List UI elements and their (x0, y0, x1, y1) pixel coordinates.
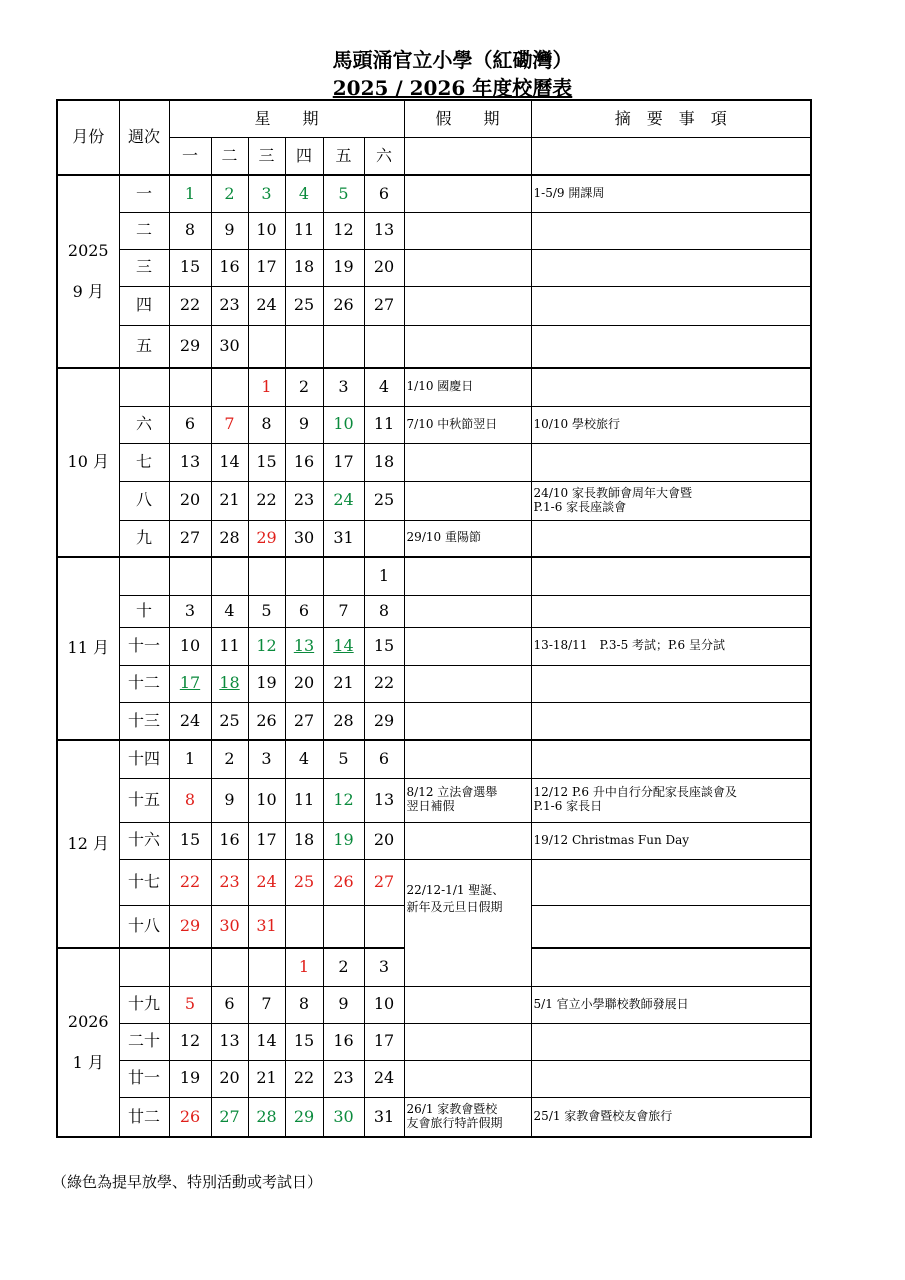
day-cell: 1 (364, 557, 404, 595)
school-calendar-table (56, 99, 812, 1138)
day-cell: 20 (169, 481, 211, 520)
day-cell: 5 (323, 740, 364, 778)
day-cell: 25 (364, 481, 404, 520)
day-cell: 28 (323, 702, 364, 740)
day-cell: 15 (285, 1023, 323, 1060)
day-cell: 22 (169, 859, 211, 905)
day-cell: 13 (169, 443, 211, 481)
day-cell: 9 (211, 778, 248, 822)
day-cell: 20 (211, 1060, 248, 1097)
day-cell: 12 (169, 1023, 211, 1060)
day-cell: 26 (323, 286, 364, 325)
week-num: 十八 (119, 905, 169, 948)
week-num: 四 (119, 286, 169, 325)
day-cell: 1 (169, 175, 211, 212)
day-cell: 21 (323, 665, 364, 702)
day-cell: 24 (323, 481, 364, 520)
day-cell: 27 (169, 520, 211, 557)
holiday-cell: 29/10 重陽節 (404, 520, 531, 557)
day-cell: 14 (248, 1023, 285, 1060)
day-header-wed: 三 (248, 137, 285, 175)
day-cell: 3 (169, 595, 211, 627)
week-num: 十三 (119, 702, 169, 740)
week-num: 十九 (119, 986, 169, 1023)
day-cell: 29 (169, 905, 211, 948)
day-cell: 22 (248, 481, 285, 520)
day-cell: 29 (364, 702, 404, 740)
day-cell: 31 (248, 905, 285, 948)
holiday-cell: 1/10 國慶日 (404, 368, 531, 406)
week-num: 十 (119, 595, 169, 627)
week-num: 一 (119, 175, 169, 212)
day-cell: 17 (364, 1023, 404, 1060)
day-cell: 14 (211, 443, 248, 481)
day-cell: 10 (323, 406, 364, 443)
day-cell: 31 (323, 520, 364, 557)
day-cell: 30 (211, 325, 248, 368)
day-cell: 6 (364, 740, 404, 778)
day-cell: 26 (323, 859, 364, 905)
day-cell: 17 (323, 443, 364, 481)
day-header-sat: 六 (364, 137, 404, 175)
day-cell: 12 (323, 778, 364, 822)
day-cell: 10 (169, 627, 211, 665)
color-legend-note: （綠色為提早放學、特別活動或考試日） (52, 1173, 323, 1191)
day-cell: 17 (169, 665, 211, 702)
day-cell: 29 (169, 325, 211, 368)
day-cell: 15 (169, 249, 211, 286)
day-cell: 23 (285, 481, 323, 520)
day-cell: 24 (364, 1060, 404, 1097)
day-cell: 13 (364, 212, 404, 249)
day-cell: 30 (285, 520, 323, 557)
day-cell: 16 (211, 249, 248, 286)
day-cell: 24 (248, 286, 285, 325)
day-cell: 8 (169, 778, 211, 822)
day-cell: 17 (248, 249, 285, 286)
summary-header: 摘 要 事 項 (531, 100, 811, 137)
day-cell: 17 (248, 822, 285, 859)
day-cell: 9 (323, 986, 364, 1023)
day-cell: 18 (364, 443, 404, 481)
day-header-mon: 一 (169, 137, 211, 175)
event-cell: 1-5/9 開課周 (531, 175, 811, 212)
day-cell: 9 (211, 212, 248, 249)
event-cell: 13-18/11 P.3-5 考試；P.6 呈分試 (531, 627, 811, 665)
day-cell: 7 (323, 595, 364, 627)
day-cell: 13 (211, 1023, 248, 1060)
month-label-nov: 11 月 (57, 557, 119, 740)
day-header-tue: 二 (211, 137, 248, 175)
day-cell: 3 (364, 948, 404, 986)
week-num: 十六 (119, 822, 169, 859)
day-cell: 15 (248, 443, 285, 481)
day-cell: 24 (248, 859, 285, 905)
day-cell: 12 (248, 627, 285, 665)
day-cell: 25 (285, 286, 323, 325)
day-cell: 2 (211, 175, 248, 212)
month-label-dec: 12 月 (57, 740, 119, 948)
day-cell: 8 (285, 986, 323, 1023)
day-cell: 2 (285, 368, 323, 406)
day-cell: 2 (211, 740, 248, 778)
day-cell: 27 (211, 1097, 248, 1137)
event-cell: 10/10 學校旅行 (531, 406, 811, 443)
day-cell: 27 (285, 702, 323, 740)
event-cell: 25/1 家教會暨校友會旅行 (531, 1097, 811, 1137)
day-cell: 19 (323, 249, 364, 286)
week-num: 十五 (119, 778, 169, 822)
week-num: 九 (119, 520, 169, 557)
day-cell: 5 (248, 595, 285, 627)
day-cell: 8 (169, 212, 211, 249)
day-cell: 1 (169, 740, 211, 778)
week-num (119, 368, 169, 406)
day-cell: 18 (211, 665, 248, 702)
day-cell: 30 (211, 905, 248, 948)
day-header-fri: 五 (323, 137, 364, 175)
day-cell: 18 (285, 822, 323, 859)
school-name: 馬頭涌官立小學（紅磡灣） (332, 48, 573, 72)
day-cell: 14 (323, 627, 364, 665)
month-header: 月份 (57, 100, 119, 175)
day-cell: 26 (169, 1097, 211, 1137)
day-cell: 20 (364, 249, 404, 286)
day-cell: 5 (323, 175, 364, 212)
day-cell: 19 (323, 822, 364, 859)
day-cell: 21 (248, 1060, 285, 1097)
day-cell: 13 (285, 627, 323, 665)
day-cell: 22 (285, 1060, 323, 1097)
day-cell: 30 (323, 1097, 364, 1137)
day-cell: 24 (169, 702, 211, 740)
day-cell: 27 (364, 286, 404, 325)
day-cell: 6 (285, 595, 323, 627)
day-cell: 27 (364, 859, 404, 905)
day-cell: 7 (248, 986, 285, 1023)
day-cell: 3 (323, 368, 364, 406)
week-num: 三 (119, 249, 169, 286)
day-cell: 18 (285, 249, 323, 286)
day-cell: 19 (169, 1060, 211, 1097)
day-cell: 22 (364, 665, 404, 702)
week-num: 十二 (119, 665, 169, 702)
event-cell: 19/12 Christmas Fun Day (531, 822, 811, 859)
holiday-cell: 7/10 中秋節翌日 (404, 406, 531, 443)
week-num: 八 (119, 481, 169, 520)
week-num: 十七 (119, 859, 169, 905)
week-num: 七 (119, 443, 169, 481)
day-cell: 19 (248, 665, 285, 702)
day-cell: 28 (248, 1097, 285, 1137)
month-label-sep: 2025 9 月 (57, 175, 119, 368)
month-label-oct: 10 月 (57, 368, 119, 557)
event-cell: 24/10 家長教師會周年大會暨 P.1-6 家長座談會 (531, 481, 811, 520)
holiday-cell: 8/12 立法會選舉 翌日補假 (404, 778, 531, 822)
day-cell: 13 (364, 778, 404, 822)
day-cell: 7 (211, 406, 248, 443)
day-cell: 26 (248, 702, 285, 740)
event-cell: 5/1 官立小學聯校教師發展日 (531, 986, 811, 1023)
day-cell: 2 (323, 948, 364, 986)
month-label-jan: 2026 1 月 (57, 948, 119, 1137)
holiday-cell (404, 175, 531, 212)
week-num: 十一 (119, 627, 169, 665)
day-cell: 16 (211, 822, 248, 859)
day-cell: 6 (211, 986, 248, 1023)
week-num: 二十 (119, 1023, 169, 1060)
day-cell: 15 (364, 627, 404, 665)
day-cell: 25 (211, 702, 248, 740)
day-cell: 4 (285, 175, 323, 212)
day-cell: 28 (211, 520, 248, 557)
holiday-cell: 22/12-1/1 聖誕、 新年及元旦日假期 (404, 859, 531, 986)
day-cell: 15 (169, 822, 211, 859)
day-cell: 10 (248, 778, 285, 822)
day-cell: 16 (323, 1023, 364, 1060)
day-cell: 3 (248, 175, 285, 212)
holiday-cell: 26/1 家教會暨校 友會旅行特許假期 (404, 1097, 531, 1137)
day-cell: 11 (211, 627, 248, 665)
day-cell: 5 (169, 986, 211, 1023)
day-cell: 6 (364, 175, 404, 212)
day-cell: 23 (211, 859, 248, 905)
day-header-thu: 四 (285, 137, 323, 175)
day-cell: 20 (364, 822, 404, 859)
day-cell: 11 (285, 778, 323, 822)
day-cell: 12 (323, 212, 364, 249)
week-header: 週次 (119, 100, 169, 175)
day-cell: 16 (285, 443, 323, 481)
day-cell: 20 (285, 665, 323, 702)
day-cell: 23 (211, 286, 248, 325)
day-cell: 22 (169, 286, 211, 325)
week-num: 廿二 (119, 1097, 169, 1137)
day-cell: 25 (285, 859, 323, 905)
day-cell: 21 (211, 481, 248, 520)
holiday-header: 假 期 (404, 100, 531, 137)
day-cell: 8 (364, 595, 404, 627)
day-cell: 23 (323, 1060, 364, 1097)
week-num: 六 (119, 406, 169, 443)
calendar-title: 2025 / 2026 年度校曆表 (332, 76, 573, 100)
day-cell: 1 (248, 368, 285, 406)
day-cell: 9 (285, 406, 323, 443)
day-cell: 10 (248, 212, 285, 249)
day-cell: 11 (364, 406, 404, 443)
day-cell: 4 (364, 368, 404, 406)
event-cell: 12/12 P.6 升中自行分配家長座談會及 P.1-6 家長日 (531, 778, 811, 822)
day-cell: 29 (248, 520, 285, 557)
day-cell: 8 (248, 406, 285, 443)
week-num: 五 (119, 325, 169, 368)
day-cell: 3 (248, 740, 285, 778)
week-num: 十四 (119, 740, 169, 778)
day-cell: 1 (285, 948, 323, 986)
week-num: 二 (119, 212, 169, 249)
day-cell: 4 (211, 595, 248, 627)
day-cell: 29 (285, 1097, 323, 1137)
day-cell: 4 (285, 740, 323, 778)
day-cell: 31 (364, 1097, 404, 1137)
day-cell: 10 (364, 986, 404, 1023)
weekday-header: 星 期 (169, 100, 404, 137)
day-cell: 6 (169, 406, 211, 443)
week-num: 廿一 (119, 1060, 169, 1097)
day-cell: 11 (285, 212, 323, 249)
